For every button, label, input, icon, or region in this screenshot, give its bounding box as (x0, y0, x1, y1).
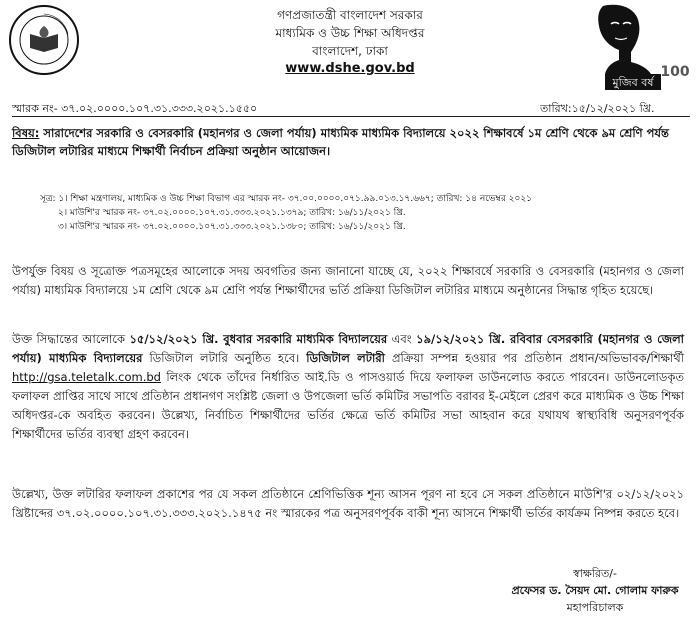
govt-lottery-date: ১৫/১২/২০২১ খ্রি. বুধবার সরকারি মাধ্যমিক বিদ্যালয়ের (129, 332, 388, 346)
signature-block (500, 565, 690, 616)
body-paragraph-1: উপর্যুক্ত বিষয় ও সূত্রোক্ত পত্রসমূহের আলোকে সদয় অবগতির জন্য জানানো যাচ্ছে যে, ২০২২ শিক্ষাবর্ষে সরকারি ও বেসরকারি (মহানগর ও জেলা পর্যায়) মাধ্যমিক বিদ্যালয়ে ১ম শ্রেণি থেকে ৯ম শ্রেণি পর্যন্ত শিক্ষার্থীদের ভর্তি প্রক্রিয়া ডিজিটাল লটারির মাধ্যমে অনুষ্ঠানের সিদ্ধান্ত গৃহিত হয়েছে। (12, 264, 684, 297)
signed-note: স্বাক্ষরিত/- (573, 567, 617, 580)
subject-block (12, 124, 684, 160)
reference-item: সূত্র: ১। শিক্ষা মন্ত্রণালয়, মাধ্যমিক ও উচ্চ শিক্ষা বিভাগ এর স্মারক নং- ৩৭.০০.০০০০.০৭১.৯৯.০১৩.১৭.৬৬৭; তারিখ: ১৪ নভেম্বর ২০২১ (40, 194, 533, 204)
memo-date: তারিখ:১৫/১২/২০২১ খ্রি. (540, 102, 655, 115)
website-link[interactable]: www.dshe.gov.bd (285, 61, 415, 76)
private-lottery-date: ১৯/১২/২০২১ খ্রি. রবিবার বেসরকারি (মহানগর ও জেলা পর্যায়) মাধ্যমিক বিদ্যালয়ের (12, 332, 685, 365)
subject-text: সারাদেশের সরকারি ও বেসরকারি (মহানগর ও জেলা পর্যায়) মাধ্যমিক মাধ্যমিক বিদ্যালয়ে ২০২২ শিক্ষাবর্ষে ১ম শ্রেণি থেকে ৯ম শ্রেণি পর্যন্ত ডিজিটাল লটারির মাধ্যমে শিক্ষার্থী নির্বাচন প্রক্রিয়া অনুষ্ঠান আয়োজন। (12, 126, 669, 158)
letterhead (190, 6, 510, 78)
location: বাংলাদেশ, ঢাকা (312, 44, 388, 58)
mujib-borsho-emblem (565, 2, 690, 94)
dshe-logo (8, 4, 80, 76)
references-list (40, 192, 680, 234)
department-name: মাধ্যমিক ও উচ্চ শিক্ষা অধিদপ্তর (275, 26, 425, 40)
emblem-number: 100 (660, 64, 690, 80)
emblem-text: মুজিব বর্ষ (612, 76, 654, 89)
body-paragraph-3: উল্লেখ্য, উক্ত লটারির ফলাফল প্রকাশের পর যে সকল প্রতিষ্ঠানে শ্রেণিভিত্তিক শূন্য আসন পূরণ না হবে সে সকল প্রতিষ্ঠানে মাউশি'র ০২/১২/২০২১ খ্রিষ্টাব্দের ৩৭.০২.০০০০.১০৭.৩১.৩৩৩.২০২১.১৪৭৫ নং স্মারকের পত্র অনুসরণপূর্বক বাকী শূন্য আসনে শিক্ষার্থী ভর্তির কার্যক্রম নিষ্পন্ন করতে হবে। (12, 487, 684, 520)
memo-number: স্মারক নং- ৩৭.০২.০০০০.১০৭.৩১.৩৩৩.২০২১.১৫৫০ (12, 102, 258, 115)
header-divider (12, 116, 690, 117)
result-link[interactable]: http://gsa.teletalk.com.bd (12, 370, 161, 384)
digital-lottery-term: ডিজিটাল লটারী (306, 351, 385, 365)
para2-text: লিংক থেকে তাঁদের নির্ধারিত আই.ডি ও পাসওয়ার্ড দিয়ে ফলাফল ডাউনলোড করতে পারবেন। ডাউনলোডকৃত ফলাফল প্রাপ্তির সাথে সাথে প্রতিষ্ঠান প্রধানগণ সংশ্লিষ্ট জেলা ও উপজেলা ভর্তি কমিটির সভাপতি বরাবর ই-মেইলে প্রেরণ করে মাধ্যমিক ও উচ্চ শিক্ষা অধিদপ্তর-কে অবহিত করবেন। উল্লেখ্য, নির্বাচিত শিক্ষার্থীদের ভর্তির ক্ষেত্রে ভর্তি কমিটির সভা আহবান করে যথাযথ স্বাস্থ্যবিধি অনুসরণপূর্বক শিক্ষার্থীদের ভর্তির ব্যবস্থা গ্রহণ করবেন। (12, 370, 684, 441)
reference-item: ৩। মাউশি'র স্মারক নং- ৩৭.০২.০০০০.১০৭.৩১.৩৩৩.২০২১.১৩৮০; তারিখ: ১৬/১১/২০২১ খ্রি. (58, 222, 406, 232)
para2-text: প্রক্রিয়া সম্পন্ন হওয়ার পর প্রতিষ্ঠান প্রধান/অভিভাবক/শিক্ষার্থী (391, 351, 685, 365)
subject-label: বিষয়: (12, 126, 40, 140)
para2-text: ডিজিটাল লটারি অনুষ্ঠিত হবে। (149, 351, 300, 365)
govt-name: গণপ্রজাতন্ত্রী বাংলাদেশ সরকার (277, 8, 423, 22)
body-paragraph-2 (12, 330, 684, 444)
para2-text: এবং (391, 332, 412, 346)
signatory-name: প্রফেসর ড. সৈয়দ মো. গোলাম ফারুক (511, 584, 679, 597)
reference-item: ২। মাউশি'র স্মারক নং- ৩৭.০২.০০০০.১০৭.৩১.৩৩৩.২০২১.১৩৭৯; তারিখ: ১৬/১১/২০২১ খ্রি. (58, 208, 406, 218)
para2-text: উক্ত সিদ্ধান্তের আলোকে (12, 332, 126, 346)
signatory-title: মহাপরিচালক (566, 601, 624, 614)
